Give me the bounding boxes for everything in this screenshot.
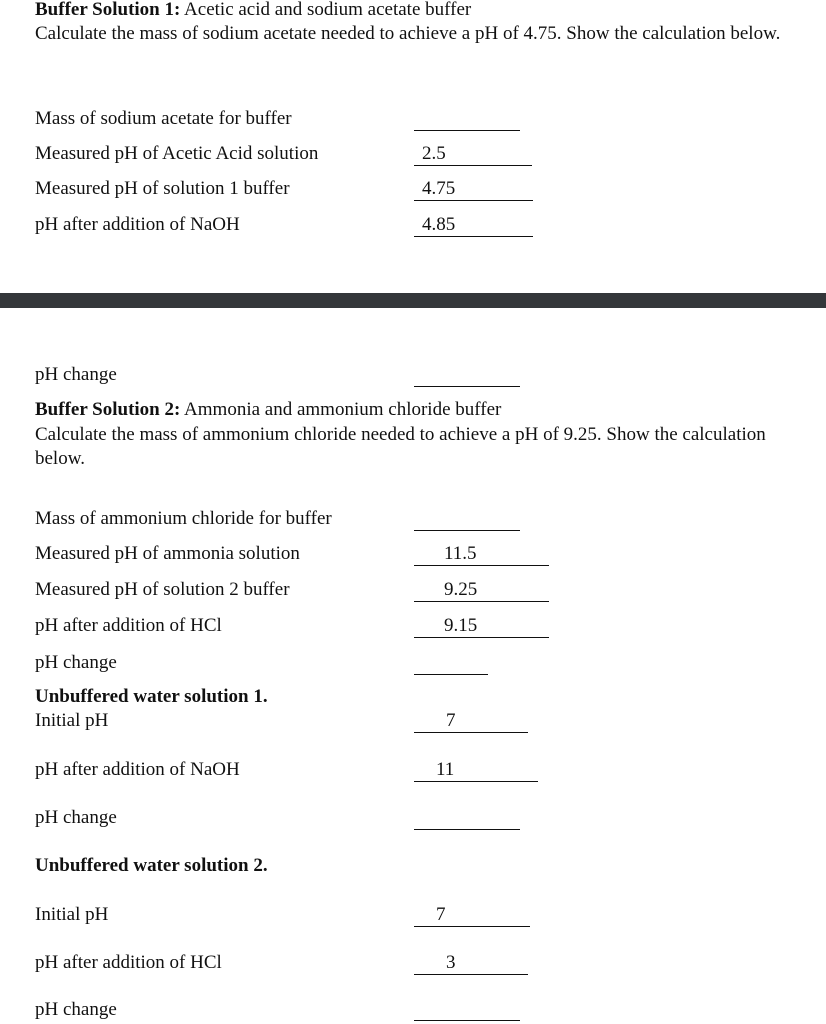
answer-blank[interactable] (414, 213, 533, 237)
answer-value: 3 (446, 952, 456, 973)
answer-value: 11.5 (444, 543, 477, 564)
buffer-solution-2-title (35, 398, 501, 422)
row-label: Mass of ammonium chloride for buffer (35, 508, 332, 529)
answer-blank[interactable] (414, 542, 549, 566)
answer-blank[interactable] (414, 177, 533, 201)
row-label: pH after addition of NaOH (35, 214, 240, 235)
row-label: pH change (35, 652, 117, 673)
answer-value: 9.25 (444, 579, 478, 600)
answer-value: 2.5 (422, 143, 446, 164)
answer-value: 9.15 (444, 615, 478, 636)
answer-blank[interactable] (414, 507, 520, 531)
answer-blank[interactable] (414, 107, 520, 131)
row-label: Initial pH (35, 904, 109, 925)
row-label: pH after addition of NaOH (35, 759, 240, 780)
answer-blank[interactable] (414, 142, 532, 166)
row-label: Initial pH (35, 710, 109, 731)
answer-blank[interactable] (414, 363, 520, 387)
answer-blank[interactable] (414, 997, 520, 1021)
answer-value: 11 (436, 759, 455, 780)
answer-value: 7 (436, 904, 446, 925)
answer-blank[interactable] (414, 651, 488, 675)
row-label: Measured pH of Acetic Acid solution (35, 143, 319, 164)
row-label: pH change (35, 999, 117, 1020)
answer-blank[interactable] (414, 951, 528, 975)
buffer-solution-2-instruction: Calculate the mass of ammonium chloride needed to achieve a pH of 9.25. Show the calculation below. (35, 424, 766, 469)
row-label: Measured pH of solution 1 buffer (35, 178, 290, 199)
answer-blank[interactable] (414, 903, 530, 927)
page-divider (0, 293, 826, 308)
row-label: pH after addition of HCl (35, 952, 222, 973)
answer-blank[interactable] (414, 806, 520, 830)
row-label: pH after addition of HCl (35, 615, 222, 636)
answer-blank[interactable] (414, 709, 528, 733)
answer-blank[interactable] (414, 758, 538, 782)
unbuffered-2-title: Unbuffered water solution 2. (35, 855, 268, 876)
buffer-solution-1-title (35, 0, 471, 22)
row-label: Measured pH of ammonia solution (35, 543, 300, 564)
title-rest: Ammonia and ammonium chloride buffer (180, 399, 502, 420)
row-label: pH change (35, 364, 117, 385)
answer-value: 4.85 (422, 214, 456, 235)
buffer-solution-1-instruction: Calculate the mass of sodium acetate needed to achieve a pH of 4.75. Show the calculation below. (35, 23, 781, 44)
row-label: pH change (35, 807, 117, 828)
unbuffered-1-title: Unbuffered water solution 1. (35, 686, 268, 707)
answer-blank[interactable] (414, 614, 549, 638)
title-bold: Buffer Solution 1: (35, 0, 181, 20)
answer-value: 7 (446, 710, 456, 731)
row-label: Mass of sodium acetate for buffer (35, 108, 292, 129)
row-label: Measured pH of solution 2 buffer (35, 579, 290, 600)
answer-blank[interactable] (414, 578, 549, 602)
title-rest: Acetic acid and sodium acetate buffer (180, 0, 472, 20)
answer-value: 4.75 (422, 178, 456, 199)
title-bold: Buffer Solution 2: (35, 399, 181, 420)
